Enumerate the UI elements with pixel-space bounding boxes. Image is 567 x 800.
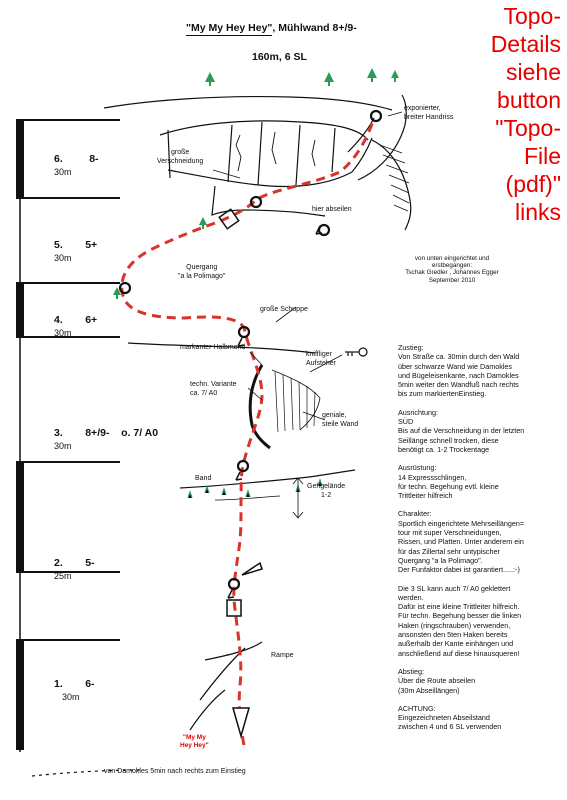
label-line: exponierter, [404, 105, 441, 112]
section-heading: ACHTUNG: [398, 703, 436, 713]
pitch-number: 5. [54, 239, 63, 251]
note-line: siehe [506, 59, 561, 85]
pitch-grade: 6- [85, 678, 95, 690]
note-line: "Topo- [495, 115, 561, 141]
desc-line: über schwarze Wand wie Damokles [398, 361, 512, 371]
pitch-length: 30m [54, 328, 72, 338]
label-geniale [322, 412, 358, 429]
section-heading: Ausrüstung: [398, 463, 437, 473]
label-line: kniffliger [306, 351, 332, 358]
desc-line: anschließend auf diese hinausqueren! [398, 648, 520, 658]
desc-line: benötigt ca. 1-2 Trockentage [398, 444, 490, 454]
desc-line: Von Straße ca. 30min durch den Wald [398, 352, 520, 362]
label-line: breiter Handriss [404, 113, 454, 121]
label-abseilen: hier abseilen [312, 206, 352, 213]
pitch-length: 30m [54, 167, 72, 177]
desc-line: Die 3 SL kann auch 7/ A0 geklettert [398, 583, 511, 593]
desc-line: Seillänge schnell trocken, diese [398, 435, 499, 445]
label-gehgelaende [307, 483, 345, 500]
pitch-length: 30m [54, 441, 72, 451]
label-band: Band [195, 475, 212, 482]
desc-line: Rissen, und Platten. Unter anderem ein [398, 537, 524, 547]
label-kniffliger [306, 351, 336, 368]
label-line: Quergang [186, 264, 218, 271]
label-line: Aufsteher [306, 359, 336, 367]
anchor-icon [120, 111, 381, 589]
desc-line: Trittleiter hilfreich [398, 491, 453, 501]
desc-line: werden. [398, 592, 424, 602]
desc-line: Dafür ist eine kleine Trittleiter hilfreich. [398, 602, 520, 612]
pitch-grade: 6+ [85, 314, 98, 326]
note-line: links [514, 199, 561, 225]
pitch-number: 3. [54, 427, 63, 439]
pitch-number: 4. [54, 314, 63, 326]
note-line: button [497, 87, 561, 113]
desc-line: Für techn. Begehung besser die linken [398, 611, 522, 621]
pitch-length: 25m [54, 571, 72, 581]
pitch-number: 6. [54, 153, 63, 165]
label-schuppe: große Schuppe [260, 306, 308, 313]
label-line: Hey Hey" [180, 742, 209, 749]
desc-line: (30m Abseillängen) [398, 685, 460, 695]
pitch-3 [54, 423, 158, 451]
label-line: Verschneidung [157, 157, 204, 165]
label-line: "a la Polimago" [178, 272, 226, 280]
desc-line: bis zum markiertenEinstieg. [398, 389, 487, 399]
desc-line: Sportlich eingerichtete Mehrseillängen= [398, 518, 525, 528]
label-line: "My My [182, 734, 206, 741]
section-heading: Charakter: [398, 509, 432, 519]
desc-line: 14 Expressschlingen, [398, 472, 467, 482]
key-icon [345, 348, 367, 356]
route-name: "My My Hey Hey" [186, 22, 273, 34]
pitch-number: 1. [54, 678, 63, 690]
desc-line: Der Funfaktor dabei ist garantiert.....:-) [398, 565, 520, 575]
desc-line: für das Zillertal sehr untypischer [398, 546, 500, 556]
note-line: Topo- [503, 3, 561, 29]
desc-line: Eingezeichneten Abseilstand [398, 713, 490, 723]
desc-line: außerhalb der Kante einhängen und [398, 639, 514, 649]
desc-line: für techn. Begehung evtl. kleine [398, 481, 499, 491]
abseil-arrow-icon [228, 226, 322, 598]
route-area-grade: , Mühlwand 8+/9- [272, 22, 357, 34]
pitch-6 [54, 149, 99, 177]
label-line: steile Wand [322, 420, 359, 428]
pitch-number: 2. [54, 557, 63, 569]
leader-lines [213, 112, 402, 518]
note-line: File [523, 143, 561, 169]
label-line: 1-2 [321, 491, 332, 499]
desc-line: und Bügeleisenkante, nach Damokles [398, 370, 519, 380]
desc-line: Bis auf die Verschneidung in der letzten [398, 426, 525, 436]
pitch-5 [54, 235, 97, 263]
route-description [398, 343, 567, 732]
desc-line: Haken (ringschrauben) verwenden, [398, 620, 511, 630]
section-heading: Zustieg: [398, 343, 424, 352]
label-footer: von Damokles 5min nach rechts zum Einstieg [104, 768, 246, 775]
note-line: Details [490, 31, 561, 57]
section-heading: Abstieg: [398, 666, 424, 676]
desc-line: SÜD [398, 417, 414, 427]
label-line: geniale, [322, 412, 347, 419]
pitch-length: 30m [54, 253, 72, 263]
pitch-1 [54, 674, 95, 702]
desc-line: ansonsten den 5ten Haken bereits [398, 630, 508, 640]
pitch-grade: 5+ [85, 239, 98, 251]
desc-line: 5min weiter den Wandfuß nach rechts [398, 380, 519, 390]
pitch-grade: 8- [89, 153, 99, 165]
first-ascent-credit [404, 255, 500, 284]
credit-line: erstbegangen: [431, 262, 473, 270]
desc-line: Quergang "a la Polimago". [398, 555, 483, 565]
label-quergang [178, 264, 225, 281]
note-line: (pdf)" [505, 171, 561, 197]
label-line: große [171, 149, 190, 156]
credit-line: September 2010 [428, 276, 476, 284]
label-rampe: Rampe [271, 652, 294, 659]
label-verschneidung [157, 149, 203, 166]
label-start [180, 734, 209, 750]
credit-line: Tschak Gredler , Johannes Egger [405, 269, 499, 277]
label-halbmond: markanter Halbmond [180, 344, 246, 351]
desc-line: tour mit super Verschneidungen, [398, 528, 502, 538]
label-line: ca. 7/ A0 [190, 389, 218, 397]
credit-line: von unten eingerichtet und [414, 255, 490, 262]
pitch-grade: 8+/9- o. 7/ A0 [85, 427, 159, 439]
pitch-length: 30m [62, 692, 80, 702]
label-line: techn. Variante [190, 381, 237, 388]
desc-line: Über die Route abseilen [398, 676, 476, 686]
pitch-grade: 5- [85, 557, 95, 569]
label-line: Gehgelände [307, 483, 346, 490]
pitch-4 [54, 310, 97, 338]
section-heading: Ausrichtung: [398, 407, 438, 417]
label-exponierter [404, 105, 453, 122]
pitch-2 [54, 553, 95, 581]
label-variante [190, 381, 237, 398]
topo-subtitle: 160m, 6 SL [252, 51, 307, 63]
desc-line: zwischen 4 und 6 SL verwenden [398, 722, 502, 732]
